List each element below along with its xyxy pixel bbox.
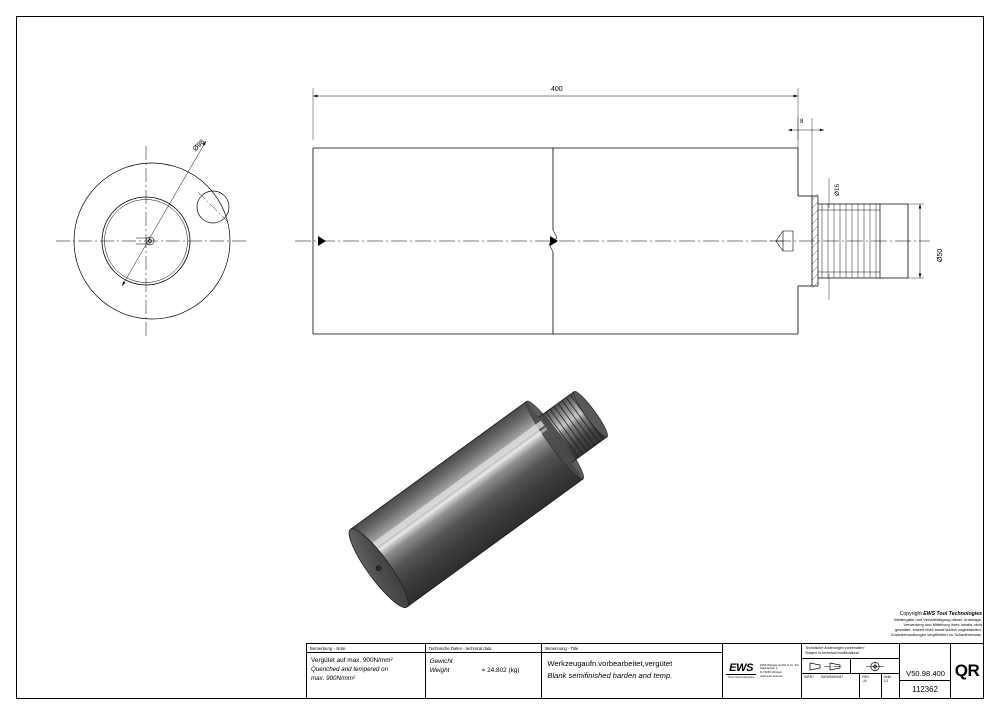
description-cell bbox=[542, 644, 723, 698]
technical-data-header: Technische Daten - technical data bbox=[426, 644, 542, 653]
logo-cell bbox=[723, 644, 802, 698]
rights-line-de: Technische Änderungen vorbehalten! bbox=[805, 646, 865, 650]
note-body bbox=[307, 653, 425, 683]
projection-circle-icon bbox=[855, 661, 895, 672]
dim-length-label: 400 bbox=[551, 86, 563, 93]
qr-cell[interactable] bbox=[951, 644, 983, 698]
weight-value: = 24.802 (kg) bbox=[481, 667, 520, 674]
copyright-line-2: Weitergabe und Vervielfältigung dieser Unterlage, bbox=[894, 617, 982, 623]
ident-value: IDEW5150N47 bbox=[821, 675, 844, 680]
copyright-block bbox=[862, 612, 982, 637]
ident-label: IDENT bbox=[804, 675, 815, 680]
ident-row bbox=[802, 674, 899, 698]
company-address bbox=[756, 664, 799, 678]
logo-brand-text: EWS bbox=[726, 663, 756, 676]
copyright-brand: EWS Tool Technologies bbox=[923, 611, 982, 617]
company-logo bbox=[723, 663, 799, 680]
logo-subtitle-text: Tool Technologies bbox=[727, 675, 755, 680]
sheet-cell bbox=[882, 674, 899, 698]
copyright-line-3: Verwertung und Mitteilung ihres Inhalts nicht bbox=[903, 622, 982, 628]
isometric-3d-view bbox=[342, 372, 623, 613]
weight-label-de: Gewicht bbox=[429, 658, 453, 665]
side-elevation-view bbox=[295, 88, 930, 334]
logo-mark bbox=[726, 663, 756, 680]
address-line-4: www.ews-tools.de bbox=[760, 673, 783, 678]
dim-thread-length-label: 8 bbox=[800, 119, 804, 125]
revision-value: -/A bbox=[862, 679, 867, 684]
description-line-de: Werkzeugaufn.vorbearbeitet,vergütet bbox=[547, 659, 673, 668]
surface-symbol-right bbox=[851, 659, 899, 673]
first-angle-symbol-left bbox=[802, 659, 851, 673]
rights-line-en: Subject to technical modifications! bbox=[805, 651, 860, 656]
note-line-1: Vergütet auf max. 900N/mm² bbox=[311, 657, 393, 664]
description-body bbox=[542, 653, 722, 682]
revision-cell bbox=[860, 674, 881, 698]
description-header: Benennung - Title bbox=[542, 644, 722, 653]
sheet-label: Seite bbox=[883, 675, 892, 680]
note-line-2: Quenched and tempered on bbox=[311, 666, 389, 673]
copyright-prefix: Copyright bbox=[899, 611, 924, 617]
note-line-3: max. 900N/mm² bbox=[311, 675, 356, 682]
part-number: 112362 bbox=[912, 685, 938, 694]
weight-label-en: Weight bbox=[429, 667, 450, 674]
sheet-value: 1/1 bbox=[883, 679, 889, 684]
rights-block bbox=[802, 644, 899, 659]
weight-row-en bbox=[426, 666, 542, 675]
copyright-line-4: gestattet, soweit nicht ausdrücklich zugestanden. bbox=[895, 627, 982, 633]
truncated-cone-icon bbox=[806, 661, 846, 672]
rights-and-ident-cell bbox=[802, 644, 900, 698]
projection-symbols bbox=[802, 659, 899, 674]
revision-label: REV. bbox=[862, 675, 870, 680]
address-line-1: EWS Weigele GmbH & Co. KG bbox=[760, 662, 799, 667]
drawing-number: V50.98.400 bbox=[906, 669, 945, 678]
title-block bbox=[306, 643, 984, 699]
qr-label: QR bbox=[954, 661, 980, 680]
dim-thread-dia-label: Ø16 bbox=[834, 183, 841, 196]
front-section-view bbox=[56, 138, 246, 336]
technical-data-cell bbox=[426, 644, 543, 698]
numbers-cell bbox=[900, 644, 951, 698]
dim-body-dia-label: Ø50 bbox=[937, 248, 944, 262]
weight-row-de bbox=[426, 653, 542, 666]
note-cell bbox=[307, 644, 426, 698]
part-number-row bbox=[900, 681, 950, 698]
description-line-en: Blank semifinished harden and temp. bbox=[547, 671, 673, 680]
address-line-2: Maybachstr. 1 bbox=[760, 666, 778, 671]
note-header: Bemerkung - Note bbox=[307, 644, 425, 653]
ident-cell bbox=[802, 674, 860, 698]
copyright-line-5: Zuwiderhandlungen verpflichten zu Schadenersatz. bbox=[891, 632, 982, 638]
dim-front-dia-label: Ø98 bbox=[192, 138, 207, 153]
address-line-3: D-73066 Uhingen bbox=[760, 670, 783, 674]
